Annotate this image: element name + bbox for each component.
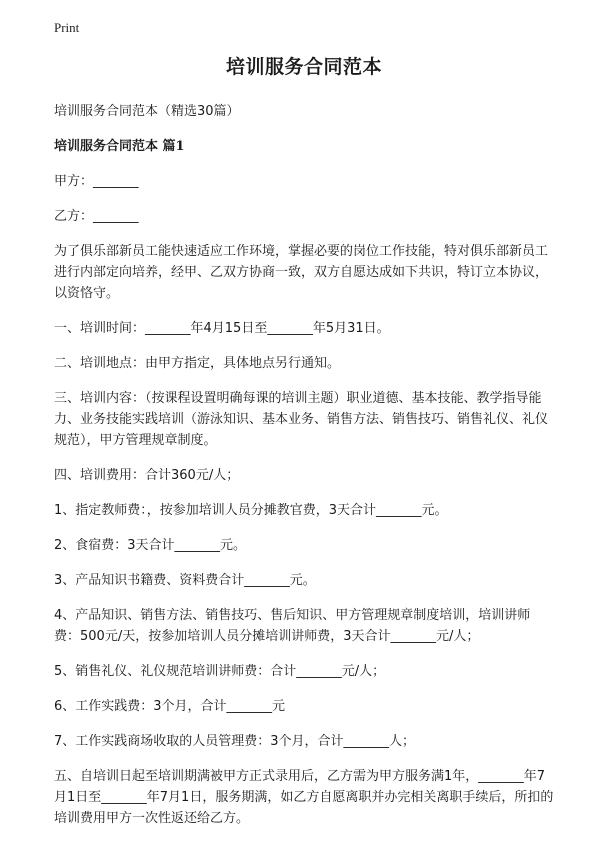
fee-item-etiquette: 5、销售礼仪、礼仪规范培训讲师费：合计_______元/人； bbox=[54, 664, 386, 679]
fee-item-management: 7、工作实践商场收取的人员管理费：3个月，合计_______人； bbox=[54, 734, 416, 749]
party-a-line: 甲方：_______ bbox=[54, 174, 139, 189]
fee-item-practice: 6、工作实践费：3个月，合计_______元 bbox=[54, 699, 286, 714]
clause-training-content: 三、培训内容：（按课程设置明确每课的培训主题）职业道德、基本技能、教学指导能力、业务技能实践培训（游泳知识、基本业务、销售方法、销售技巧、销售礼仪、礼仪规范），甲方管理规章制度。 bbox=[54, 391, 549, 448]
fee-item-teacher: 1、指定教师费：，按参加培训人员分摊教官费，3天合计_______元。 bbox=[54, 503, 448, 518]
clause-training-fees: 四、培训费用：合计360元/人； bbox=[54, 468, 240, 483]
fee-item-lecturer: 4、产品知识、销售方法、销售技巧、售后知识、甲方管理规章制度培训，培训讲师费：500元/天，按参加培训人员分摊培训讲师费，3天合计_______元/人； bbox=[54, 608, 531, 644]
party-b-line: 乙方：_______ bbox=[54, 209, 139, 224]
fee-item-lodging: 2、食宿费：3天合计_______元。 bbox=[54, 538, 247, 553]
document-body bbox=[54, 52, 554, 843]
clause-service-period: 五、自培训日起至培训期满被甲方正式录用后，乙方需为甲方服务满1年，_______年7月1日至_______年7月1日，服务期满，如乙方自愿离职并办完相关离职手续后，所扣的培训费用甲方一次性返还给乙方。 bbox=[54, 769, 554, 826]
print-link[interactable]: Print bbox=[54, 20, 80, 35]
document-subtitle: 培训服务合同范本（精选30篇） bbox=[54, 104, 240, 119]
preamble-paragraph: 为了俱乐部新员工能快速适应工作环境，掌握必要的岗位工作技能，特对俱乐部新员工进行内部定向培养，经甲、乙双方协商一致，双方自愿达成如下共识，特订立本协议，以资恪守。 bbox=[54, 244, 549, 301]
clause-training-location: 二、培训地点：由甲方指定，具体地点另行通知。 bbox=[54, 356, 341, 371]
clause-training-time: 一、培训时间：_______年4月15日至_______年5月31日。 bbox=[54, 321, 390, 336]
page-title: 培训服务合同范本 bbox=[225, 56, 382, 78]
section-heading: 培训服务合同范本 篇1 bbox=[54, 139, 185, 154]
fee-item-materials: 3、产品知识书籍费、资料费合计_______元。 bbox=[54, 573, 316, 588]
